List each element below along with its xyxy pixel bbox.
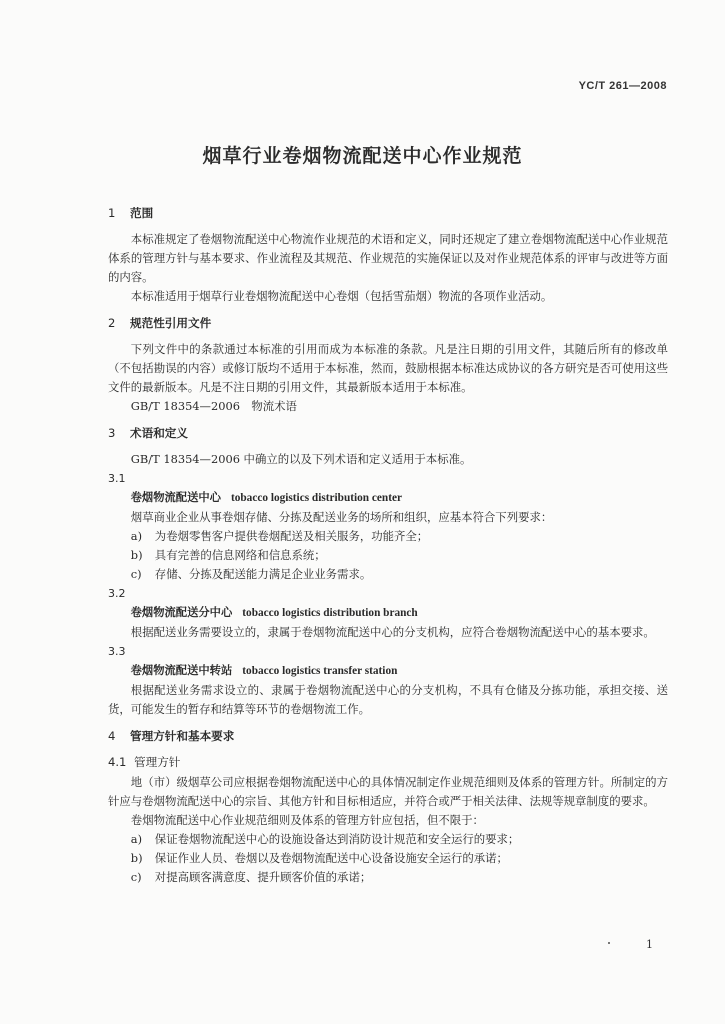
term-number: 3.2 [108, 587, 126, 600]
document-body [108, 196, 668, 887]
list-item: c) 对提高顾客满意度、提升顾客价值的承诺； [130, 870, 372, 884]
term-definition: 根据配送业务需求设立的、隶属于卷烟物流配送中心的分支机构，不具有仓储及分拣功能，承担交接、送货，可能发生的暂存和结算等环节的卷烟物流工作。 [108, 683, 668, 716]
term-zh: 卷烟物流配送中转站 [130, 664, 233, 677]
term-number: 3.1 [108, 472, 126, 485]
term-heading [108, 661, 668, 681]
term-zh: 卷烟物流配送中心 [130, 491, 221, 504]
term-heading [108, 488, 668, 508]
term-number: 3.3 [108, 645, 126, 658]
subsection-number: 4.1 [108, 755, 127, 769]
section-number: 1 [108, 206, 116, 220]
section-heading-scope [108, 204, 668, 223]
subsection-heading-policy [108, 753, 668, 772]
section-title: 规范性引用文件 [130, 316, 212, 330]
paragraph: 地（市）级烟草公司应根据卷烟物流配送中心的具体情况制定作业规范细则及体系的管理方针。所制定的方针应与卷烟物流配送中心的宗旨、其他方针和目标相适应，并符合或严于相关法律、法规等规章制度的要求。 [108, 775, 668, 808]
reference-entry: GB/T 18354—2006 物流术语 [130, 399, 297, 413]
term-zh: 卷烟物流配送分中心 [130, 606, 233, 619]
section-title: 管理方针和基本要求 [130, 729, 235, 743]
page-number: 1 [646, 938, 653, 951]
list-item: a) 保证卷烟物流配送中心的设施设备达到消防设计规范和安全运行的要求； [130, 832, 520, 846]
section-number: 4 [108, 729, 116, 743]
list-item: c) 存储、分拣及配送能力满足企业业务需求。 [130, 567, 372, 581]
term-en: tobacco logistics distribution branch [242, 607, 418, 619]
paragraph: 本标准适用于烟草行业卷烟物流配送中心卷烟（包括雪茄烟）物流的各项作业活动。 [130, 289, 553, 303]
paragraph: GB/T 18354—2006 中确立的以及下列术语和定义适用于本标准。 [130, 452, 472, 466]
subsection-title: 管理方针 [134, 755, 181, 769]
paragraph: 下列文件中的条款通过本标准的引用而成为本标准的条款。凡是注日期的引用文件，其随后所有的修改单（不包括勘误的内容）或修订版均不适用于本标准，然而，鼓励根据本标准达成协议的各方研究是否可使用这些文件的最新版本。凡是不注日期的引用文件，其最新版本适用于本标准。 [108, 342, 668, 394]
term-en: tobacco logistics distribution center [230, 492, 402, 504]
standard-code: YC/T 261—2008 [578, 80, 667, 92]
list-item: b) 保证作业人员、卷烟以及卷烟物流配送中心设备设施安全运行的承诺； [130, 851, 508, 865]
list-item: a) 为卷烟零售客户提供卷烟配送及相关服务，功能齐全； [130, 529, 429, 543]
term-heading [108, 603, 668, 623]
term-definition: 烟草商业企业从事卷烟存储、分拣及配送业务的场所和组织，应基本符合下列要求： [130, 510, 553, 524]
paragraph: 卷烟物流配送中心作业规范细则及体系的管理方针应包括，但不限于： [130, 813, 484, 827]
section-title: 术语和定义 [130, 426, 188, 440]
list-item: b) 具有完善的信息网络和信息系统； [130, 548, 326, 562]
section-heading-management [108, 727, 668, 746]
section-number: 2 [108, 316, 116, 330]
section-number: 3 [108, 426, 116, 440]
paragraph: 本标准规定了卷烟物流配送中心物流作业规范的术语和定义，同时还规定了建立卷烟物流配送中心作业规范体系的管理方针与基本要求、作业流程及其规范、作业规范的实施保证以及对作业规范体系的评审与改进等方面的内容。 [108, 232, 668, 284]
term-definition: 根据配送业务需要设立的，隶属于卷烟物流配送中心的分支机构，应符合卷烟物流配送中心的基本要求。 [130, 625, 655, 639]
document-title: 烟草行业卷烟物流配送中心作业规范 [202, 145, 523, 167]
section-heading-normative-references [108, 314, 668, 333]
scan-mark [608, 942, 610, 944]
section-heading-terms [108, 424, 668, 443]
section-title: 范围 [130, 206, 154, 220]
term-en: tobacco logistics transfer station [242, 665, 398, 677]
